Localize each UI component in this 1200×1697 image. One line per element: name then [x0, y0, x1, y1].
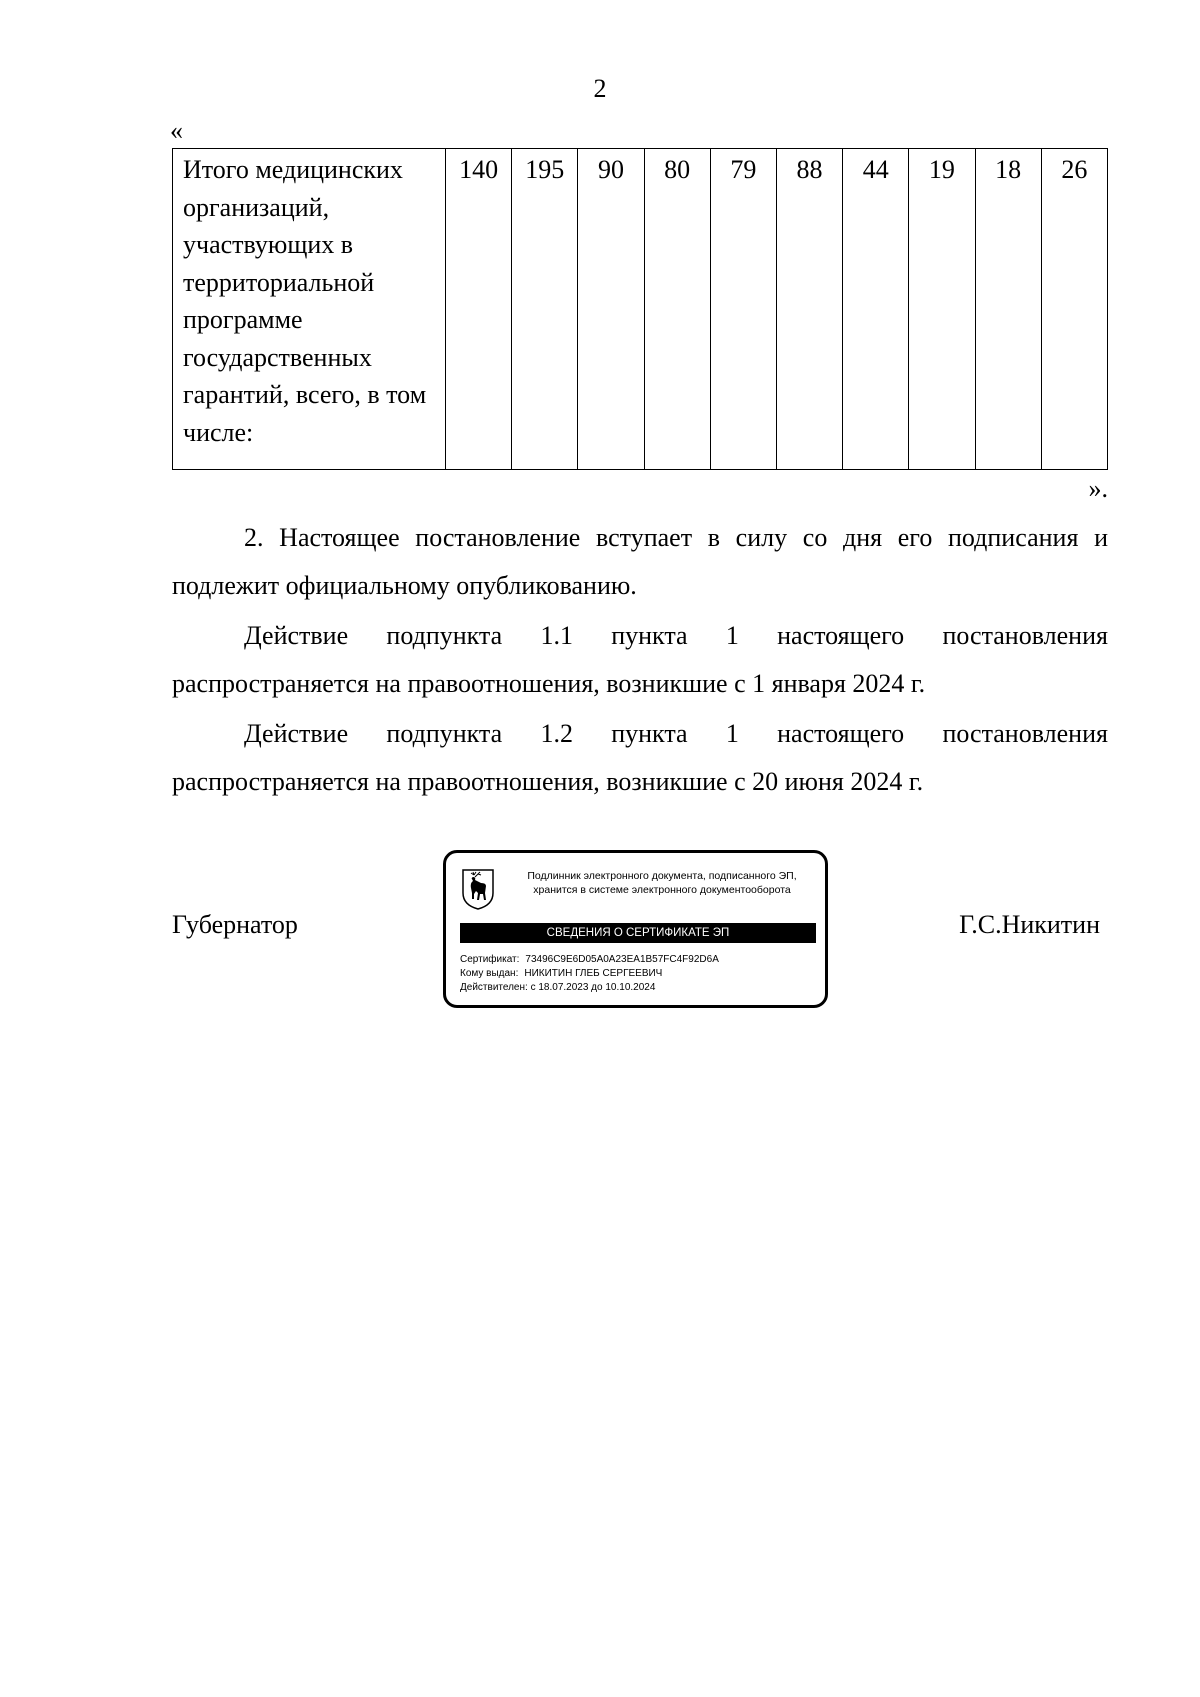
- word: пункта: [611, 621, 688, 650]
- word: постановления: [942, 719, 1108, 748]
- stamp-header-line: хранится в системе электронного документооборота: [533, 884, 791, 896]
- paragraph-line: распространяется на правоотношения, возникшие с 20 июня 2024 г.: [172, 767, 924, 796]
- paragraph-effective-date: [172, 514, 1108, 610]
- table-cell: 19: [909, 149, 975, 470]
- table-cell: 88: [776, 149, 842, 470]
- issued-to-value: НИКИТИН ГЛЕБ СЕРГЕЕВИЧ: [524, 968, 663, 979]
- open-quote: «: [170, 116, 183, 145]
- paragraph-subclause-1-1: [172, 612, 1108, 708]
- table-cell: 44: [843, 149, 909, 470]
- word: 1.1: [540, 621, 573, 650]
- table-cell: 90: [578, 149, 644, 470]
- close-quote: ».: [1088, 474, 1108, 503]
- issued-to-label: Кому выдан:: [460, 968, 519, 979]
- table-cell: 140: [446, 149, 512, 470]
- table-row-label: Итого медицинских организаций, участвующих в территориальной программе государственных гарантий, всего, в том числе:: [173, 149, 446, 470]
- stamp-header-line: Подлинник электронного документа, подписанного ЭП,: [527, 870, 797, 882]
- stamp-banner: СВЕДЕНИЯ О СЕРТИФИКАТЕ ЭП: [460, 923, 816, 943]
- electronic-signature-stamp: [443, 850, 828, 1008]
- table-cell: 80: [644, 149, 710, 470]
- word: 1: [725, 621, 739, 650]
- paragraph-text: 2. Настоящее постановление вступает в силу со дня его подписания и подлежит официальному опубликованию.: [172, 523, 1108, 600]
- signatory-name: Г.С.Никитин: [959, 910, 1100, 939]
- table-cell: 195: [512, 149, 578, 470]
- certificate-value: 73496C9E6D05A0A23EA1B57FC4F92D6A: [525, 954, 719, 965]
- page-number: 2: [593, 74, 607, 103]
- certificate-label: Сертификат:: [460, 954, 520, 965]
- totals-table: [172, 148, 1108, 470]
- word: постановления: [942, 621, 1108, 650]
- table-row: [173, 149, 1108, 470]
- word: пункта: [611, 719, 688, 748]
- word: 1.2: [540, 719, 573, 748]
- table-cell: 26: [1041, 149, 1107, 470]
- table-cell: 79: [710, 149, 776, 470]
- paragraph-line: распространяется на правоотношения, возникшие с 1 января 2024 г.: [172, 669, 926, 698]
- signatory-title: Губернатор: [172, 910, 298, 939]
- word: 1: [725, 719, 739, 748]
- certificate-row: [460, 953, 816, 967]
- validity-row: Действителен: с 18.07.2023 до 10.10.2024: [460, 982, 656, 993]
- word: настоящего: [777, 621, 905, 650]
- table-cell: 18: [975, 149, 1041, 470]
- word: настоящего: [777, 719, 905, 748]
- deer-emblem-icon: [460, 867, 496, 911]
- word: подпункта: [386, 719, 503, 748]
- issued-to-row: [460, 967, 816, 981]
- paragraph-subclause-1-2: [172, 710, 1108, 806]
- word: Действие: [244, 621, 349, 650]
- stamp-header: [502, 869, 822, 897]
- word: Действие: [244, 719, 349, 748]
- stamp-certificate-info: [460, 953, 816, 995]
- word: подпункта: [386, 621, 503, 650]
